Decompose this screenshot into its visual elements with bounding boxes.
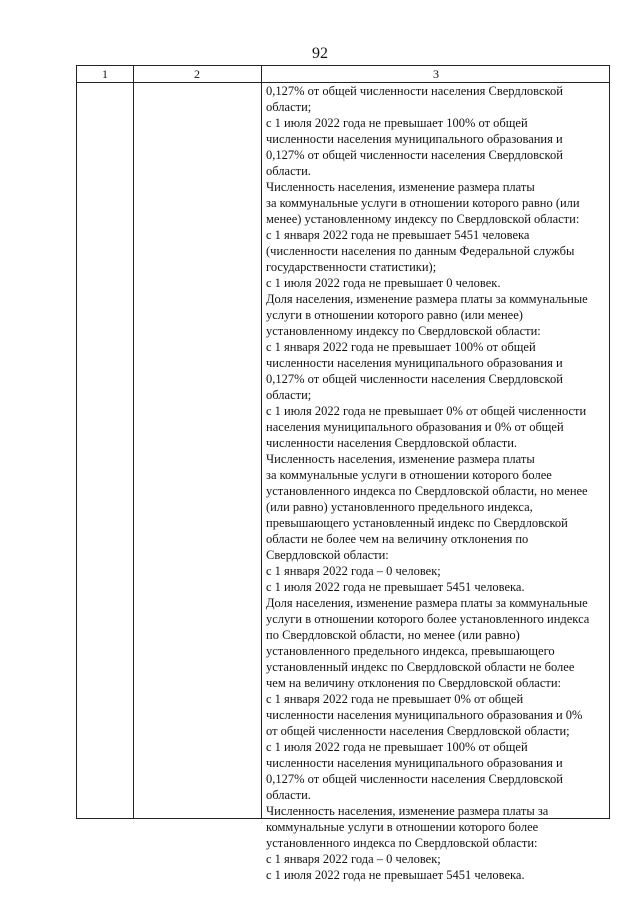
text-line: по Свердловской области, но менее (или равно) xyxy=(266,628,520,642)
column-header-2: 2 xyxy=(194,67,200,81)
text-line: Численность населения, изменение размера платы xyxy=(266,452,535,466)
text-line: области; xyxy=(266,388,312,402)
text-line: 0,127% от общей численности населения Свердловской xyxy=(266,148,563,162)
column-divider-2 xyxy=(261,66,262,818)
text-line: численности населения Свердловской области. xyxy=(266,436,518,450)
text-line: с 1 июля 2022 года не превышает 5451 человека. xyxy=(266,580,525,594)
text-line: услуги в отношении которого равно (или менее) xyxy=(266,308,523,322)
text-line: области. xyxy=(266,788,311,802)
text-line: от общей численности населения Свердловской области; xyxy=(266,724,570,738)
text-line: за коммунальные услуги в отношении которого более xyxy=(266,468,552,482)
text-line: Численность населения, изменение размера платы xyxy=(266,180,535,194)
text-line: чем на величину отклонения по Свердловской области: xyxy=(266,676,562,690)
text-line: области не более чем на величину отклонения по xyxy=(266,532,529,546)
text-line: с 1 июля 2022 года не превышает 100% от общей xyxy=(266,740,528,754)
text-line: численности населения муниципального образования и xyxy=(266,356,563,370)
text-line: с 1 января 2022 года не превышает 0% от общей xyxy=(266,692,524,706)
text-line: превышающего установленный индекс по Свердловской xyxy=(266,516,568,530)
text-line: с 1 января 2022 года – 0 человек; xyxy=(266,852,441,866)
text-line: с 1 июля 2022 года не превышает 100% от общей xyxy=(266,116,528,130)
text-line: с 1 июля 2022 года не превышает 0% от общей численности xyxy=(266,404,587,418)
text-line: 0,127% от общей численности населения Свердловской xyxy=(266,772,563,786)
text-line: с 1 января 2022 года – 0 человек; xyxy=(266,564,441,578)
text-line: Доля населения, изменение размера платы за коммунальные xyxy=(266,596,588,610)
text-line: (или равно) установленного предельного индекса, xyxy=(266,500,533,514)
text-line: 0,127% от общей численности населения Свердловской xyxy=(266,372,563,386)
text-line: с 1 января 2022 года не превышает 5451 человека xyxy=(266,228,530,242)
text-line: установленный индекс по Свердловской области не более xyxy=(266,660,575,674)
text-line: с 1 июля 2022 года не превышает 5451 человека. xyxy=(266,868,525,882)
text-line: Численность населения, изменение размера платы за xyxy=(266,804,549,818)
text-line: за коммунальные услуги в отношении которого равно (или xyxy=(266,196,580,210)
text-line: 0,127% от общей численности населения Свердловской xyxy=(266,84,563,98)
text-line: менее) установленному индексу по Свердловской области: xyxy=(266,212,580,226)
text-line: области. xyxy=(266,164,311,178)
column-divider-1 xyxy=(133,66,134,818)
text-line: Доля населения, изменение размера платы за коммунальные xyxy=(266,292,588,306)
column-3-text xyxy=(266,83,608,883)
text-line: (численности населения по данным Федеральной службы xyxy=(266,244,575,258)
text-line: установленного индекса по Свердловской области: xyxy=(266,836,538,850)
text-line: Свердловской области: xyxy=(266,548,389,562)
text-line: численности населения муниципального образования и xyxy=(266,132,563,146)
text-line: численности населения муниципального образования и 0% xyxy=(266,708,583,722)
column-header-1: 1 xyxy=(102,67,108,81)
page-number: 92 xyxy=(312,45,328,62)
text-line: установленного предельного индекса, превышающего xyxy=(266,644,555,658)
text-line: государственности статистики); xyxy=(266,260,437,274)
text-line: населения муниципального образования и 0% от общей xyxy=(266,420,564,434)
text-line: установленному индексу по Свердловской области: xyxy=(266,324,541,338)
text-line: с 1 января 2022 года не превышает 100% от общей xyxy=(266,340,536,354)
text-line: услуги в отношении которого более установленного индекса xyxy=(266,612,590,626)
table-header-row xyxy=(77,66,609,83)
text-line: коммунальные услуги в отношении которого более xyxy=(266,820,539,834)
column-header-3: 3 xyxy=(433,67,439,81)
text-line: области; xyxy=(266,100,312,114)
text-line: численности населения муниципального образования и xyxy=(266,756,563,770)
text-line: с 1 июля 2022 года не превышает 0 человек. xyxy=(266,276,501,290)
text-line: установленного индекса по Свердловской области, но менее xyxy=(266,484,588,498)
document-table xyxy=(76,65,610,882)
